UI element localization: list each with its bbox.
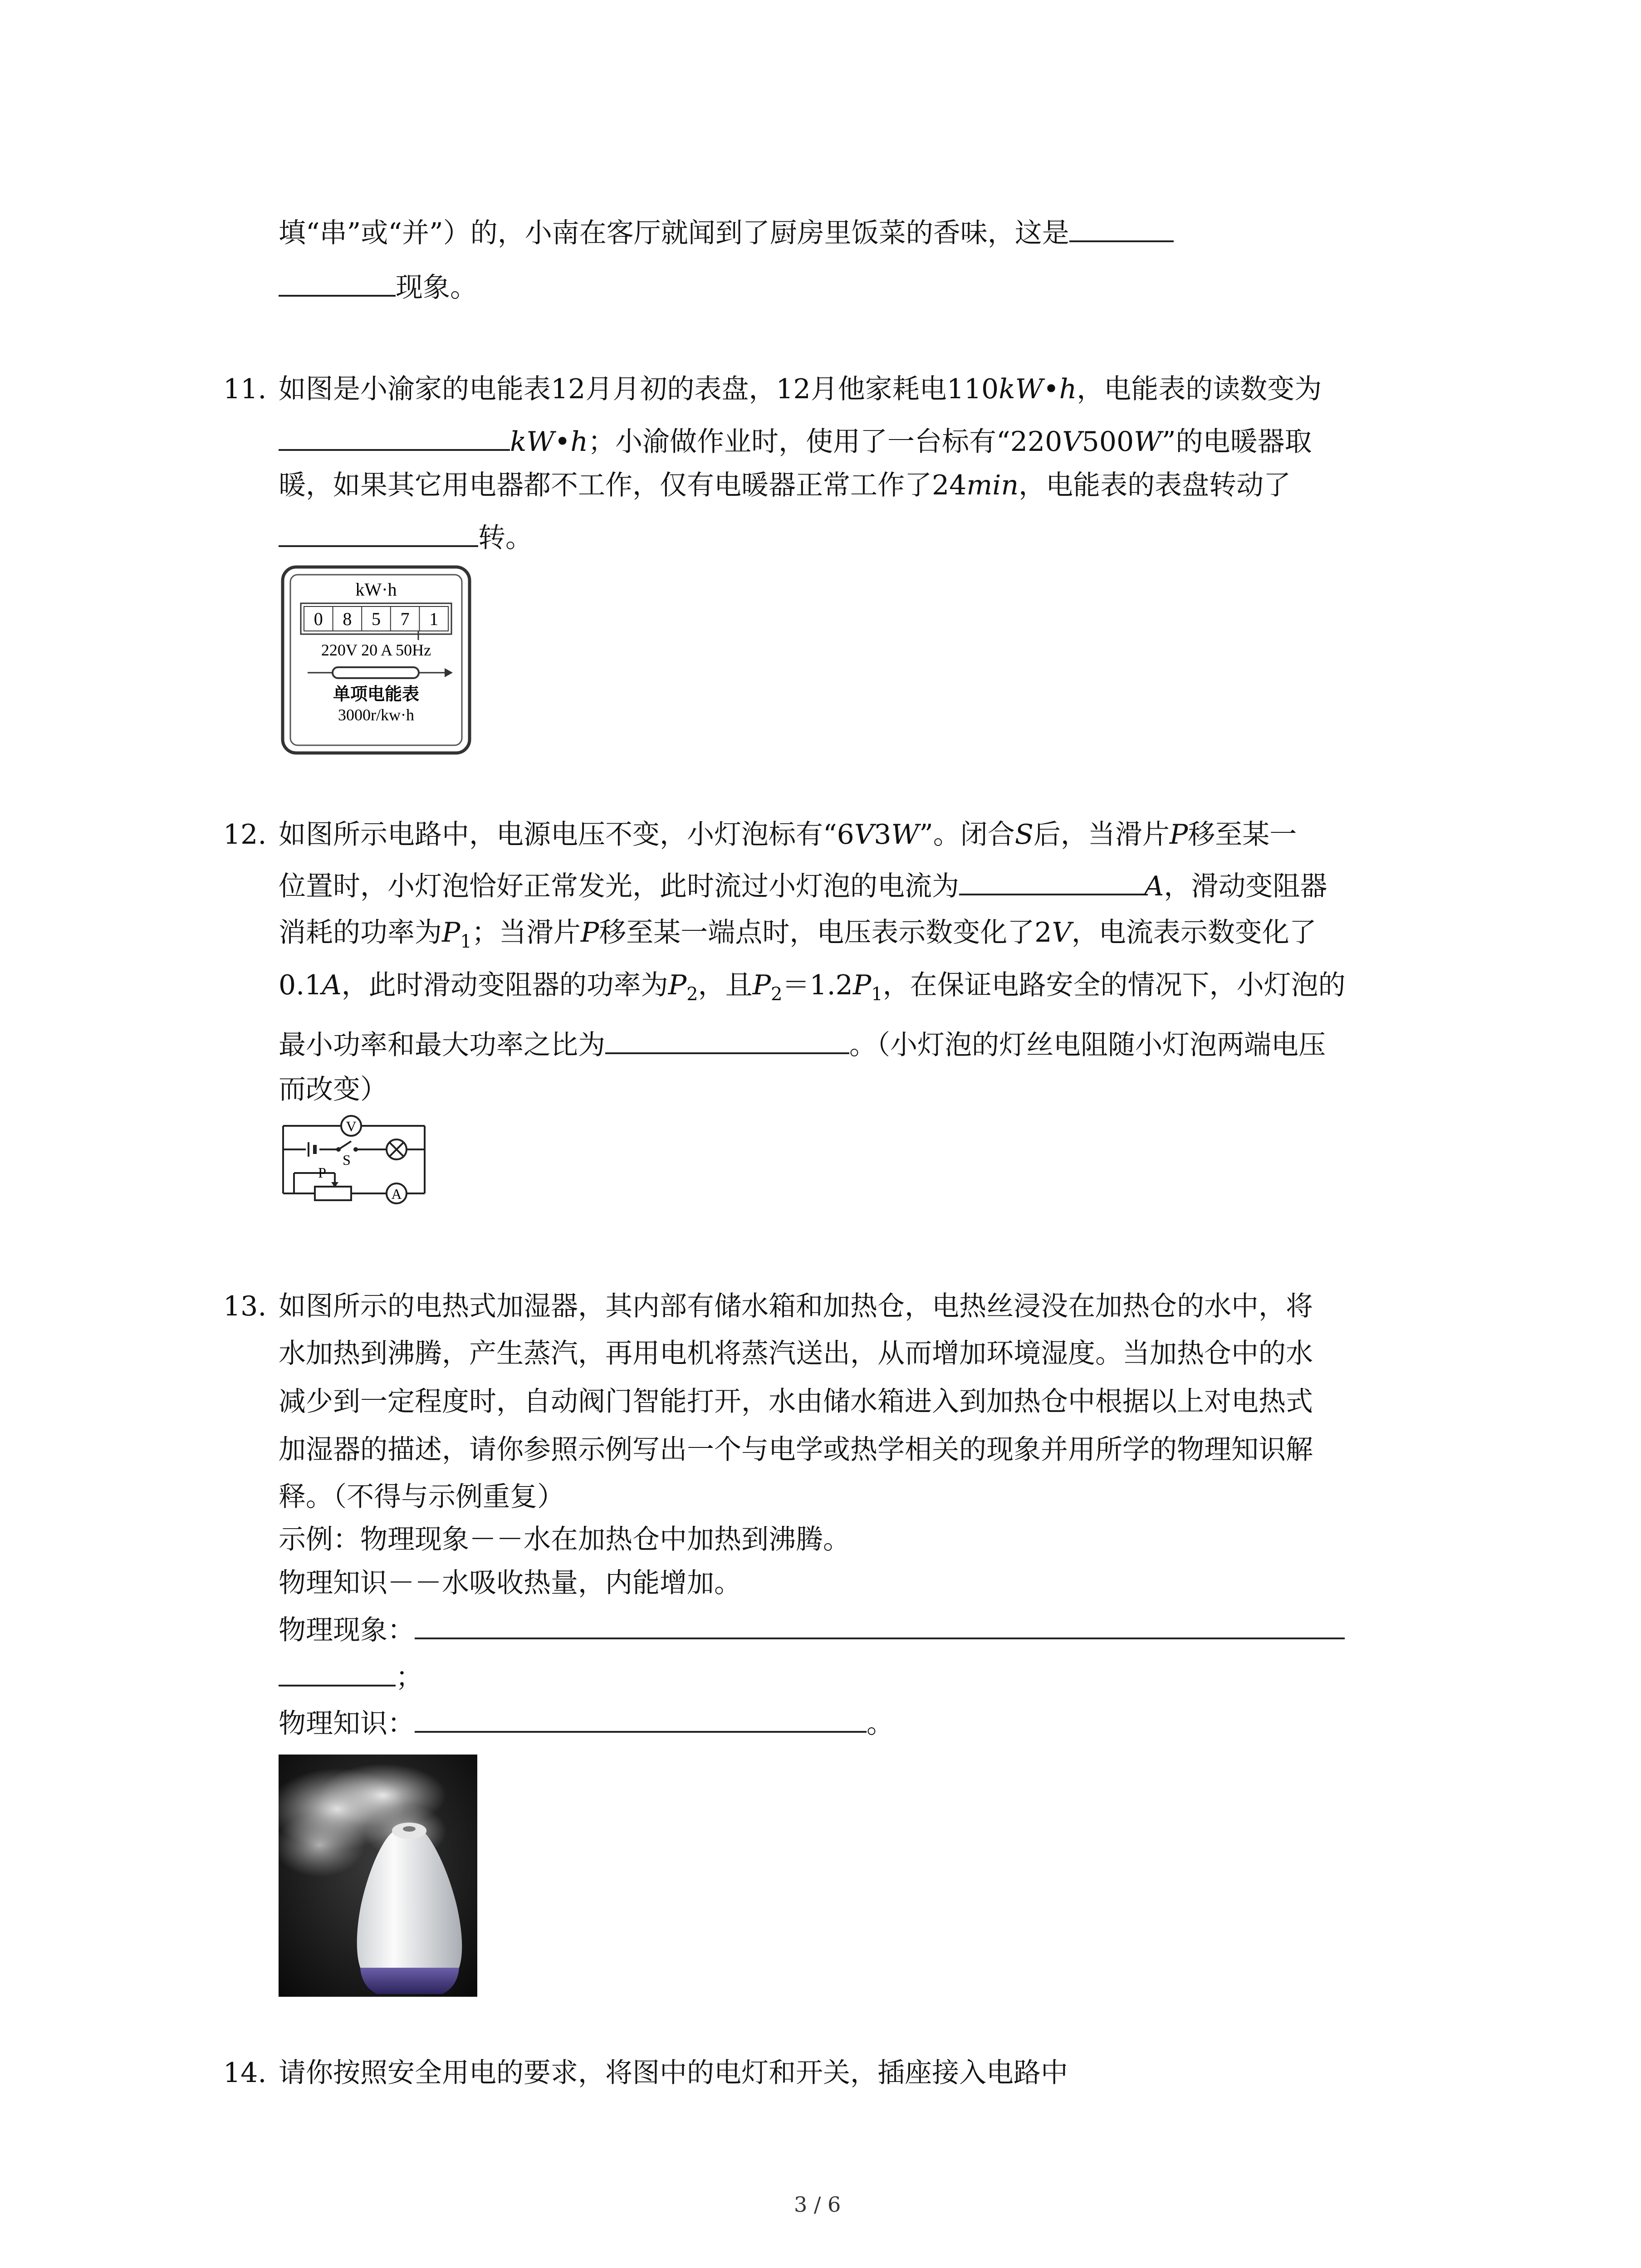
q13-line3: 减少到一定程度时，自动阀门智能打开，水由储水箱进入到加热仓中根据以上对电热式 <box>279 1386 1313 1418</box>
q12-line5 <box>279 1024 1326 1063</box>
q13-line4: 加湿器的描述，请你参照示例写出一个与电学或热学相关的现象并用所学的物理知识解 <box>279 1434 1313 1466</box>
electricity-meter-figure <box>280 565 472 755</box>
q13-blank-phenomenon-cont[interactable] <box>279 1657 396 1686</box>
meter-digit: 5 <box>372 609 381 629</box>
q12-subscript: 1 <box>460 931 472 952</box>
q11-text: ，电能表的读数变为 <box>1077 373 1322 405</box>
q12-text: 0.1 <box>279 969 322 1001</box>
ammeter-label: A <box>391 1186 402 1202</box>
q12-symbol: P <box>852 969 872 1001</box>
q10-blank-1-cont[interactable] <box>279 267 396 297</box>
q10-text: 填“串”或“并”）的，小南在客厅就闻到了厨房里饭菜的香味，这是 <box>279 217 1069 249</box>
q12-text: 移至某一 <box>1188 819 1297 850</box>
q11-unit: min <box>966 469 1019 501</box>
q12-line6 <box>279 1071 387 1108</box>
q13-blank-phenomenon[interactable] <box>415 1609 1345 1639</box>
q12-blank-current[interactable] <box>959 865 1144 895</box>
q13-line7: 物理知识－－水吸收热量，内能增加。 <box>279 1567 741 1599</box>
q12-text: ，滑动变阻器 <box>1164 870 1327 902</box>
q12-text: ；当滑片 <box>471 917 581 948</box>
q13-number: 13. <box>223 1290 267 1322</box>
q12-unit: V <box>854 819 874 850</box>
q11-text: ；小渝做作业时，使用了一台标有“220 <box>588 426 1063 458</box>
meter-constant: 3000r/kw·h <box>338 706 414 724</box>
q11-line2 <box>279 421 1312 460</box>
q13-line9 <box>279 1657 423 1696</box>
q12-symbol: P <box>580 917 599 948</box>
q10-end: 现象。 <box>396 272 477 303</box>
q12-unit: A <box>322 969 342 1001</box>
q12-line1 <box>279 816 1297 853</box>
slider-label: P <box>318 1164 326 1181</box>
q10-blank-1[interactable] <box>1069 212 1174 242</box>
q10-line1 <box>279 212 1174 251</box>
q12-symbol: P <box>752 969 771 1001</box>
q11-unit: W <box>1134 426 1162 458</box>
q12-text: ＝1.2 <box>782 969 853 1001</box>
q12-text: 如图所示电路中，电源电压不变，小灯泡标有“6 <box>279 819 854 850</box>
meter-digit: 0 <box>314 609 323 629</box>
voltmeter-label: V <box>346 1118 357 1134</box>
q12-text: ，在保证电路安全的情况下，小灯泡的 <box>882 969 1346 1001</box>
q12-blank-power-ratio[interactable] <box>605 1024 849 1054</box>
meter-digit: 7 <box>400 609 410 629</box>
q12-text: 移至某一端点时，电压表示数变化了2 <box>599 917 1052 948</box>
q12-text: ”。闭合 <box>919 819 1015 850</box>
q12-text: 。（小灯泡的灯丝电阻随小灯泡两端电压 <box>849 1029 1326 1061</box>
meter-digits <box>314 606 438 631</box>
q12-symbol: S <box>1014 819 1034 850</box>
q12-line4 <box>279 967 1346 1012</box>
q12-symbol: P <box>1169 819 1188 850</box>
meter-type: 单项电能表 <box>333 684 420 704</box>
q13-line10 <box>279 1703 894 1742</box>
q11-text: ”的电暖器取 <box>1161 426 1312 458</box>
switch-label: S <box>343 1152 351 1168</box>
q12-symbol: P <box>442 917 460 948</box>
q12-text: 3 <box>874 819 892 850</box>
q10-line2 <box>279 267 477 306</box>
q12-unit: W <box>891 819 920 850</box>
meter-rating: 220V 20 A 50Hz <box>321 641 431 659</box>
q11-line4 <box>279 517 533 556</box>
meter-digit: 1 <box>429 609 439 629</box>
q11-unit: V <box>1062 426 1082 458</box>
q11-unit: kW•h <box>999 373 1077 405</box>
q12-line3 <box>279 914 1317 960</box>
q11-line1 <box>279 371 1322 407</box>
q12-text: 后，当滑片 <box>1033 819 1170 850</box>
q11-text: 500 <box>1082 426 1134 458</box>
q13-line2: 水加热到沸腾，产生蒸汽，再用电机将蒸汽送出，从而增加环境湿度。当加热仓中的水 <box>279 1338 1313 1369</box>
q11-blank-revolutions[interactable] <box>279 517 478 547</box>
q12-text: 最小功率和最大功率之比为 <box>279 1029 605 1061</box>
q14-line1: 请你按照安全用电的要求，将图中的电灯和开关，插座接入电路中 <box>279 2057 1068 2089</box>
q11-text: 转。 <box>478 522 533 554</box>
q12-text: ，此时滑动变阻器的功率为 <box>341 969 668 1001</box>
q12-number: 12. <box>223 819 267 850</box>
q11-line3 <box>279 467 1291 503</box>
q11-text: ，电能表的表盘转动了 <box>1019 469 1291 501</box>
q13-text: ； <box>396 1662 423 1693</box>
circuit-diagram <box>279 1110 433 1235</box>
q12-line2 <box>279 865 1327 904</box>
q12-subscript: 1 <box>871 984 883 1005</box>
q13-blank-knowledge[interactable] <box>415 1703 867 1733</box>
q13-text: 物理现象： <box>279 1614 415 1646</box>
q12-subscript: 2 <box>770 984 783 1005</box>
q12-text: ，且 <box>698 969 753 1001</box>
q13-line6: 示例：物理现象－－水在加热仓中加热到沸腾。 <box>279 1524 850 1555</box>
q13-line5: 释。（不得与示例重复） <box>279 1481 564 1513</box>
q13-text: 物理知识： <box>279 1708 415 1740</box>
q11-text: 暖，如果其它用电器都不工作，仅有电暖器正常工作了24 <box>279 469 967 501</box>
q12-symbol: P <box>668 969 687 1001</box>
q11-text: 如图是小渝家的电能表12月月初的表盘，12月他家耗电110 <box>279 373 999 405</box>
q13-text: 。 <box>867 1708 894 1740</box>
q12-text: ，电流表示数变化了 <box>1071 917 1317 948</box>
meter-digit: 8 <box>343 609 352 629</box>
humidifier-photo <box>279 1755 477 1997</box>
q14-number: 14. <box>223 2057 267 2089</box>
q12-text: 消耗的功率为 <box>279 917 442 948</box>
meter-unit: kW·h <box>355 579 397 600</box>
q12-text: 而改变） <box>279 1074 387 1105</box>
page-number: 3 / 6 <box>794 2192 841 2217</box>
q11-number: 11. <box>223 373 267 405</box>
q13-line1: 如图所示的电热式加湿器，其内部有储水箱和加热仓，电热丝浸没在加热仓的水中，将 <box>279 1290 1313 1322</box>
q11-unit: kW•h <box>510 426 588 458</box>
q12-subscript: 2 <box>686 984 698 1005</box>
q11-blank-reading[interactable] <box>279 421 510 451</box>
q13-line8 <box>279 1609 1345 1648</box>
q12-unit: V <box>1052 917 1072 948</box>
q12-text: 位置时，小灯泡恰好正常发光，此时流过小灯泡的电流为 <box>279 870 959 902</box>
q12-unit: A <box>1144 870 1164 902</box>
